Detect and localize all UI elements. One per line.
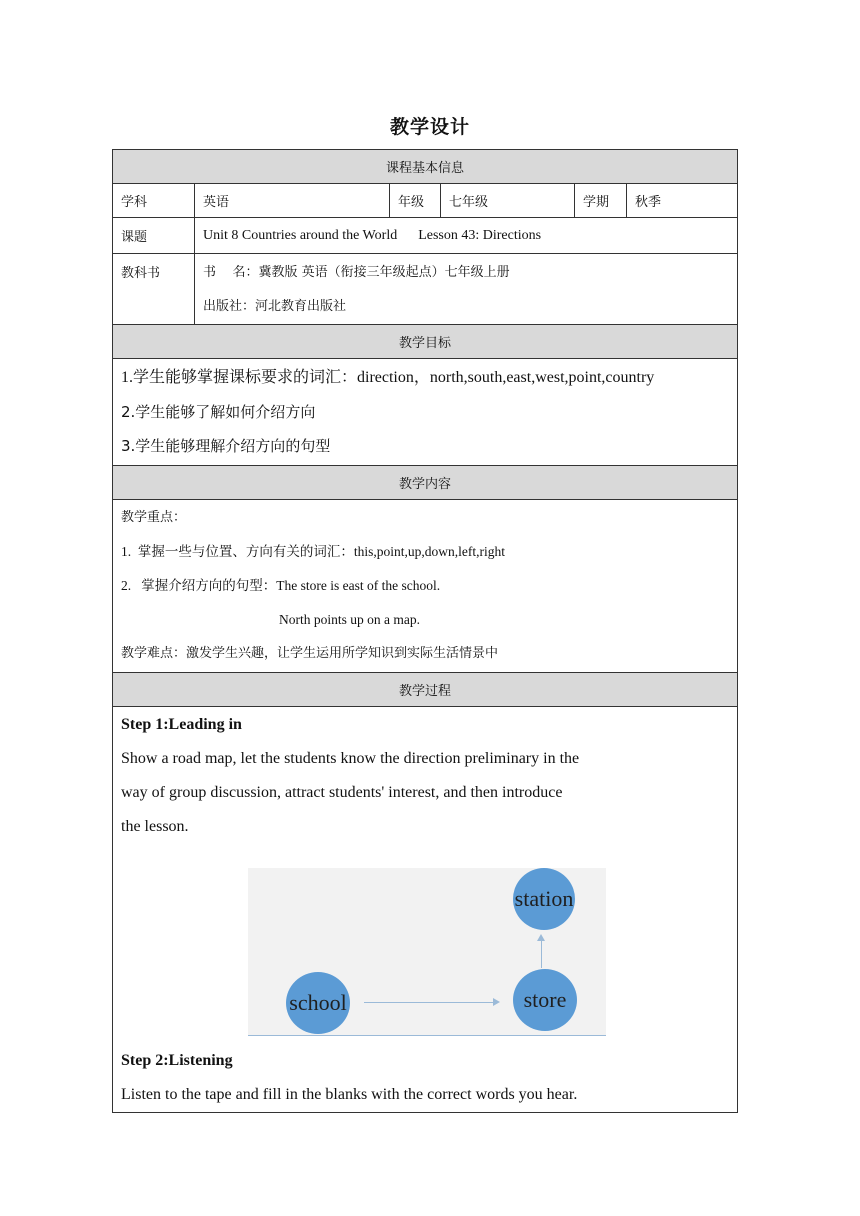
step2-text: Listen to the tape and fill in the blanks with the correct words you hear. bbox=[121, 1086, 578, 1103]
topic-label: 课题 bbox=[113, 218, 195, 254]
key-point-item: North points up on a map. bbox=[279, 612, 420, 627]
objective-item: 1.学生能够掌握课标要求的词汇：direction，north,south,east,west,point,country bbox=[121, 369, 655, 386]
grade-value: 七年级 bbox=[441, 184, 575, 218]
objectives-list bbox=[113, 359, 738, 466]
section-header-objectives: 教学目标 bbox=[113, 325, 738, 359]
textbook-name: 书 名：冀教版 英语（衔接三年级起点）七年级上册 bbox=[203, 265, 510, 280]
arrow-right-icon bbox=[364, 1002, 494, 1003]
step2-title: Step 2:Listening bbox=[121, 1052, 233, 1069]
store-circle: store bbox=[513, 969, 577, 1031]
section-header-basic-info: 课程基本信息 bbox=[113, 150, 738, 184]
step1-text: way of group discussion, attract students' interest, and then introduce bbox=[121, 784, 563, 801]
grade-label: 年级 bbox=[390, 184, 441, 218]
arrow-up-icon bbox=[541, 940, 542, 968]
lesson-plan-table bbox=[112, 149, 738, 1113]
step1-title: Step 1:Leading in bbox=[121, 716, 242, 733]
textbook-publisher: 出版社：河北教育出版社 bbox=[203, 299, 347, 314]
road-map-diagram bbox=[248, 868, 606, 1036]
topic-value: Unit 8 Countries around the World Lesson 43: Directions bbox=[195, 218, 738, 254]
key-point-item: 2. 掌握介绍方向的句型：The store is east of the school. bbox=[121, 578, 441, 593]
document-title: 教学设计 bbox=[389, 116, 470, 138]
step1-text: the lesson. bbox=[121, 818, 189, 835]
textbook-label: 教科书 bbox=[113, 254, 195, 325]
map-baseline bbox=[248, 1035, 606, 1036]
textbook-info bbox=[195, 254, 738, 325]
teaching-process bbox=[113, 707, 738, 1113]
objective-item: 3.学生能够理解介绍方向的句型 bbox=[121, 437, 331, 455]
step1-text: Show a road map, let the students know the direction preliminary in the bbox=[121, 750, 580, 767]
teaching-content bbox=[113, 500, 738, 673]
term-label: 学期 bbox=[575, 184, 627, 218]
subject-label: 学科 bbox=[113, 184, 195, 218]
term-value: 秋季 bbox=[627, 184, 738, 218]
key-point-item: 1. 掌握一些与位置、方向有关的词汇：this,point,up,down,left,right bbox=[121, 544, 505, 559]
school-circle: school bbox=[286, 972, 350, 1034]
subject-value: 英语 bbox=[195, 184, 390, 218]
key-points-label: 教学重点： bbox=[121, 510, 187, 525]
objective-item: 2.学生能够了解如何介绍方向 bbox=[121, 403, 316, 421]
section-header-content: 教学内容 bbox=[113, 466, 738, 500]
difficulty-text: 教学难点：激发学生兴趣，让学生运用所学知识到实际生活情景中 bbox=[121, 646, 499, 661]
station-circle: station bbox=[513, 868, 575, 930]
section-header-process: 教学过程 bbox=[113, 673, 738, 707]
